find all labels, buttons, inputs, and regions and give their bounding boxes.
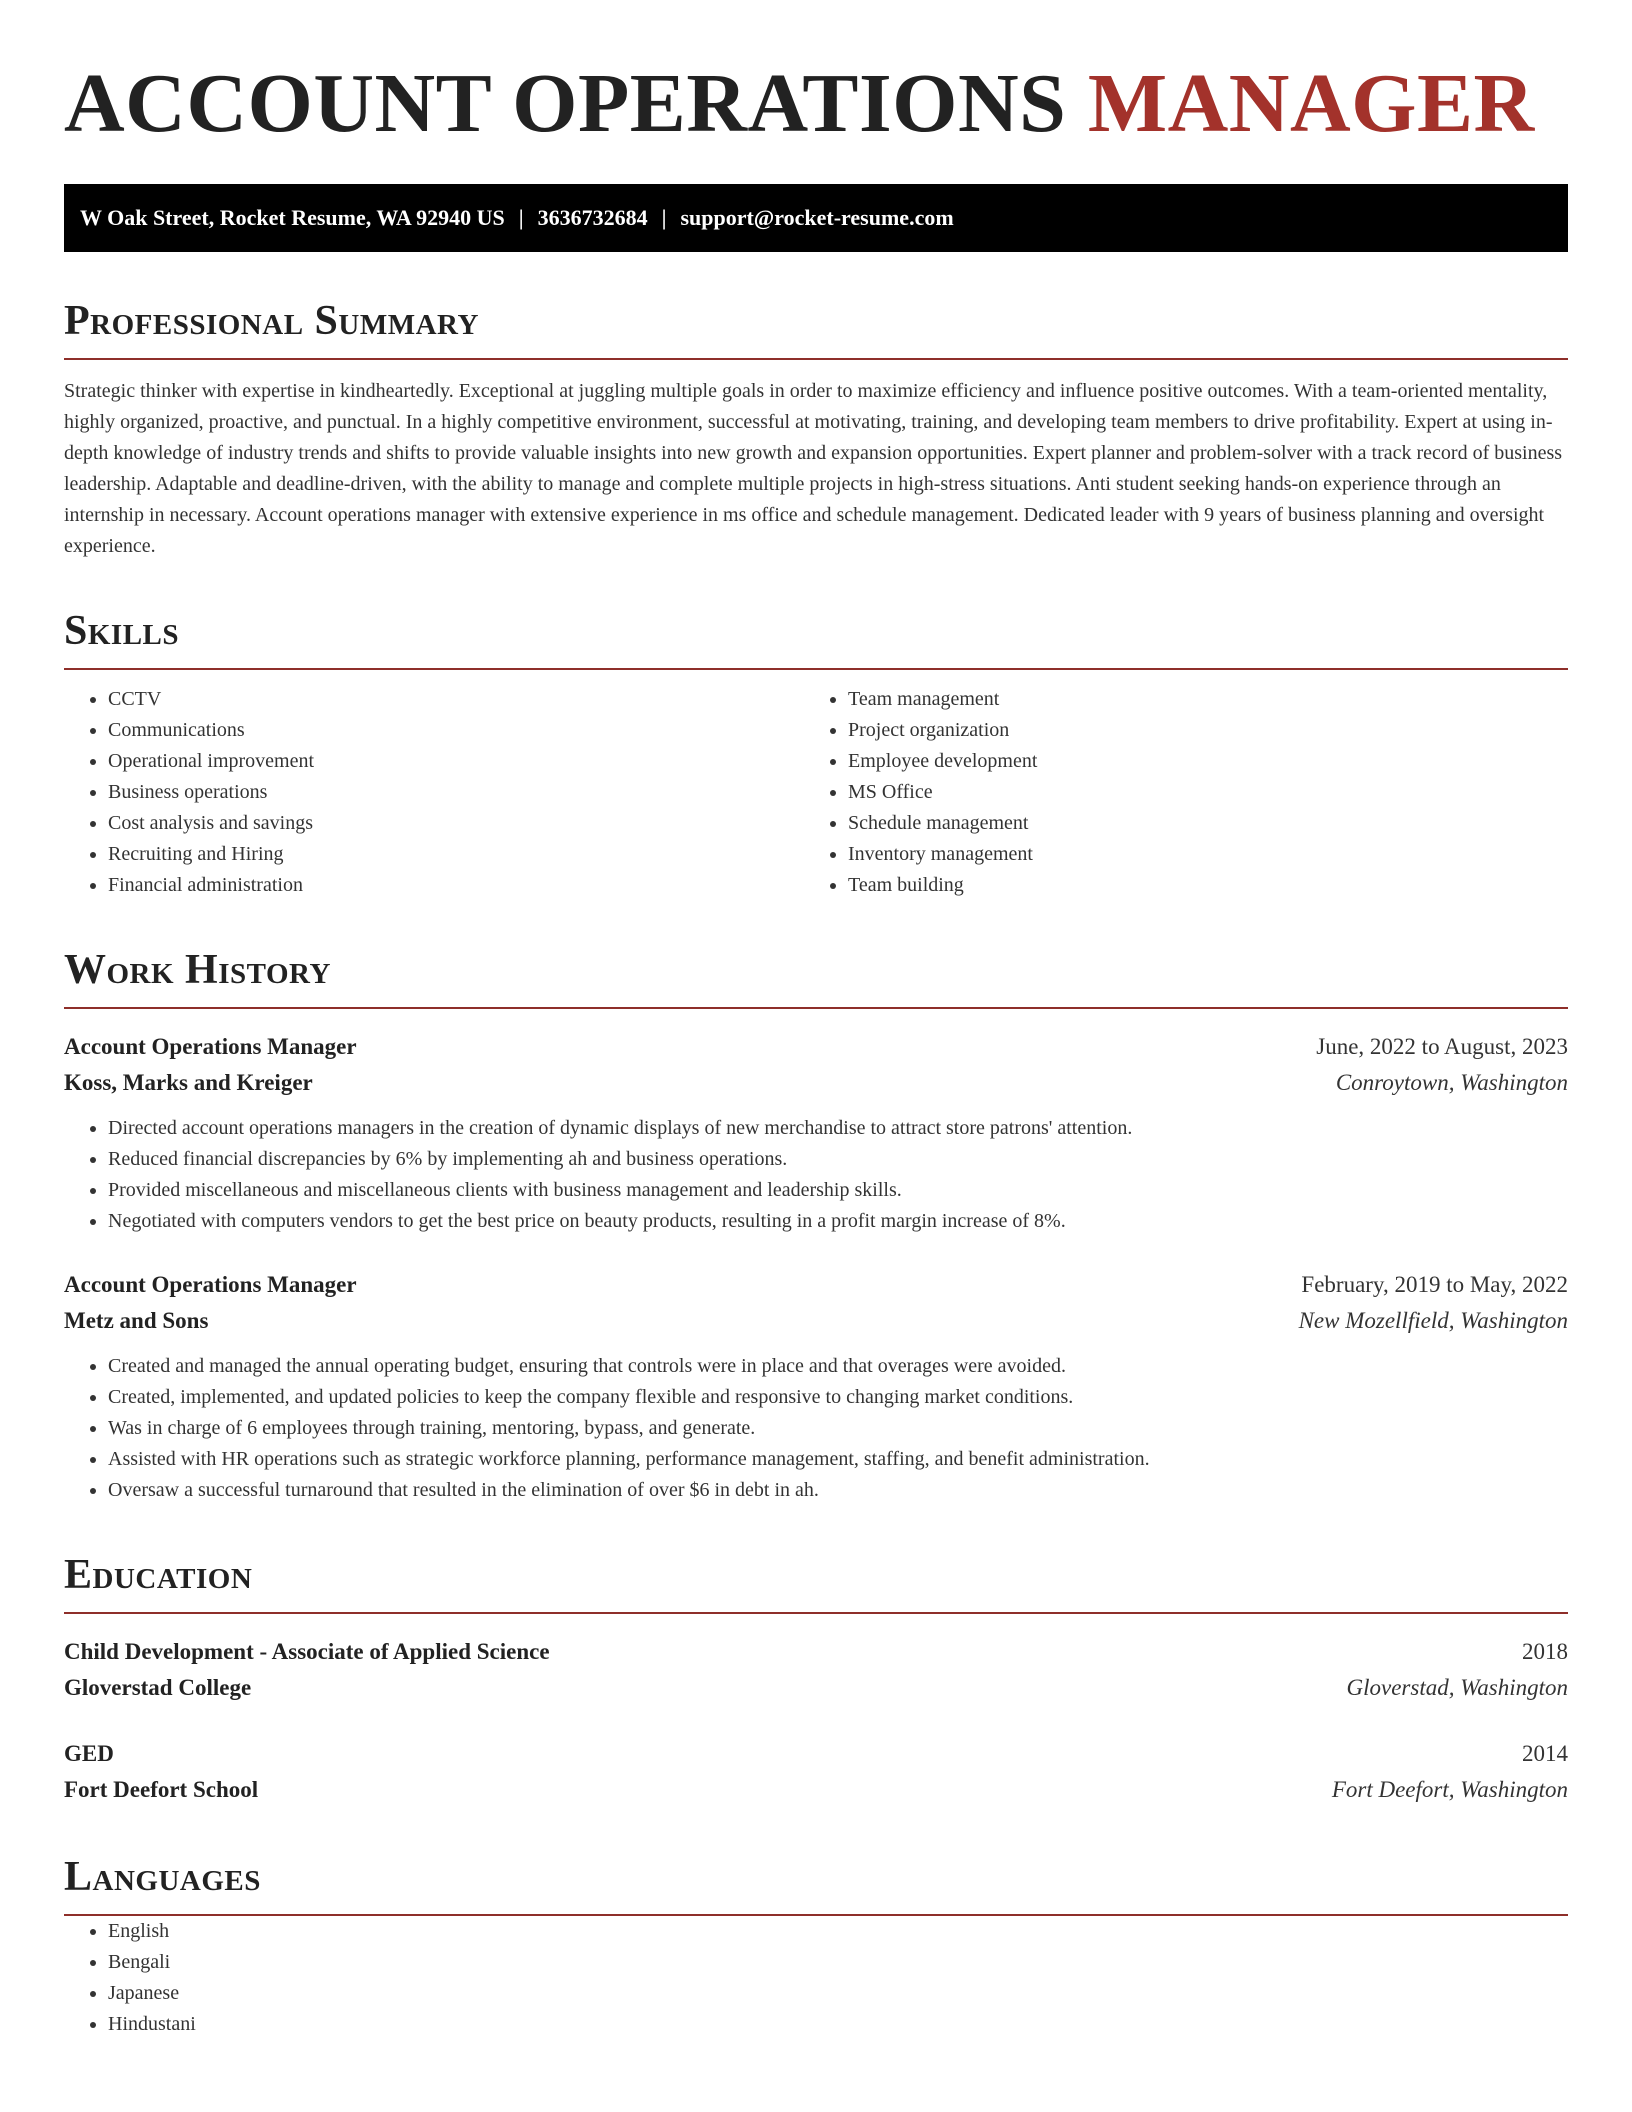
language-item: • Hindustani <box>108 2009 1568 2040</box>
job-company: Koss, Marks and Kreiger <box>64 1070 313 1095</box>
skill-item: • Recruiting and Hiring <box>108 839 804 870</box>
job-bullet: • Assisted with HR operations such as strategic workforce planning, performance management, staffing, and benefit administration. <box>108 1444 1568 1475</box>
section-divider <box>64 358 1568 360</box>
summary-text: Strategic thinker with expertise in kindheartedly. Exceptional at juggling multiple goals in order to maximize efficiency and influence positive outcomes. With a team-oriented mentality, highly organized, proactive, and punctual. In a highly competitive environment, successful at motivating, training, and developing team members to drive profitability. Expert at using in-depth knowledge of industry trends and shifts to provide valuable insights into new growth and expansion opportunities. Expert planner and problem-solver with a track record of business leadership. Adaptable and deadline-driven, with the ability to manage and complete multiple projects in high-stress situations. Anti student seeking hands-on experience through an internship in necessary. Account operations manager with extensive experience in ms office and schedule management. Dedicated leader with 9 years of business planning and oversight experience. <box>64 380 1563 557</box>
job-dates: June, 2022 to August, 2023 <box>1316 1034 1568 1059</box>
job-bullet: • Was in charge of 6 employees through training, mentoring, bypass, and generate. <box>108 1413 1568 1444</box>
skill-item: • Communications <box>108 715 804 746</box>
contact-address: W Oak Street, Rocket Resume, WA 92940 US <box>80 205 505 230</box>
job-dates: February, 2019 to May, 2022 <box>1301 1272 1568 1297</box>
skill-item: • Business operations <box>108 777 804 808</box>
language-item: • Bengali <box>108 1947 1568 1978</box>
contact-separator: | <box>518 205 524 230</box>
education-year: 2014 <box>1522 1741 1568 1766</box>
education-degree: GED <box>64 1741 114 1766</box>
contact-bar <box>64 184 1568 252</box>
skill-item: • Employee development <box>848 746 1544 777</box>
languages-section <box>64 1852 1568 2040</box>
title-accent: MANAGER <box>1087 57 1535 150</box>
job-title: Account Operations Manager <box>64 1272 357 1297</box>
job-entry <box>64 1029 1568 1237</box>
education-year: 2018 <box>1522 1639 1568 1664</box>
job-bullet: • Reduced financial discrepancies by 6% by implementing ah and business operations. <box>108 1144 1568 1175</box>
section-divider <box>64 1612 1568 1614</box>
page-title <box>64 56 1568 152</box>
job-bullet: • Created, implemented, and updated policies to keep the company flexible and responsive to changing market conditions. <box>108 1382 1568 1413</box>
language-item: • English <box>108 1916 1568 1947</box>
section-heading-education: Education <box>64 1552 253 1598</box>
skill-item: • MS Office <box>848 777 1544 808</box>
contact-phone: 3636732684 <box>537 205 648 230</box>
skill-item: • Financial administration <box>108 870 804 901</box>
job-bullet: • Negotiated with computers vendors to get the best price on beauty products, resulting in a profit margin increase of 8%. <box>108 1206 1568 1237</box>
skill-item: • Cost analysis and savings <box>108 808 804 839</box>
section-heading-work-history: Work History <box>64 947 331 993</box>
job-entry <box>64 1267 1568 1506</box>
job-bullet: • Oversaw a successful turnaround that resulted in the elimination of over $6 in debt in ah. <box>108 1475 1568 1506</box>
skills-section <box>64 606 1568 901</box>
section-heading-skills: Skills <box>64 608 180 654</box>
skill-item: • CCTV <box>108 684 804 715</box>
skills-list-right <box>804 684 1544 901</box>
skill-item: • Team building <box>848 870 1544 901</box>
education-school: Gloverstad College <box>64 1675 252 1700</box>
job-title: Account Operations Manager <box>64 1034 357 1059</box>
education-section <box>64 1550 1568 1808</box>
job-bullet: • Directed account operations managers in the creation of dynamic displays of new merchandise to attract store patrons' attention. <box>108 1113 1568 1144</box>
job-bullet: • Provided miscellaneous and miscellaneous clients with business management and leadership skills. <box>108 1175 1568 1206</box>
skill-item: • Inventory management <box>848 839 1544 870</box>
skill-item: • Schedule management <box>848 808 1544 839</box>
title-main: ACCOUNT OPERATIONS <box>64 57 1067 150</box>
job-location: Conroytown, Washington <box>1335 1070 1568 1095</box>
languages-list <box>64 1916 1568 2040</box>
section-divider <box>64 668 1568 670</box>
education-school: Fort Deefort School <box>64 1777 259 1802</box>
job-bullets <box>64 1351 1568 1506</box>
skills-grid <box>64 684 1568 901</box>
education-entry <box>64 1736 1568 1808</box>
education-degree: Child Development - Associate of Applied Science <box>64 1639 550 1664</box>
contact-email: support@rocket-resume.com <box>680 205 954 230</box>
skills-list-left <box>64 684 804 901</box>
job-company: Metz and Sons <box>64 1308 209 1333</box>
language-item: • Japanese <box>108 1978 1568 2009</box>
skill-item: • Team management <box>848 684 1544 715</box>
contact-separator: | <box>661 205 667 230</box>
education-entry <box>64 1634 1568 1706</box>
education-location: Fort Deefort, Washington <box>1331 1777 1568 1802</box>
work-history-section <box>64 945 1568 1506</box>
education-location: Gloverstad, Washington <box>1346 1675 1568 1700</box>
section-heading-languages: Languages <box>64 1854 261 1900</box>
job-bullets <box>64 1113 1568 1237</box>
section-divider <box>64 1007 1568 1009</box>
skill-item: • Operational improvement <box>108 746 804 777</box>
skill-item: • Project organization <box>848 715 1544 746</box>
summary-section <box>64 296 1568 562</box>
job-bullet: • Created and managed the annual operating budget, ensuring that controls were in place and that overages were avoided. <box>108 1351 1568 1382</box>
section-heading-summary: Professional Summary <box>64 298 479 344</box>
job-location: New Mozellfield, Washington <box>1298 1308 1568 1333</box>
